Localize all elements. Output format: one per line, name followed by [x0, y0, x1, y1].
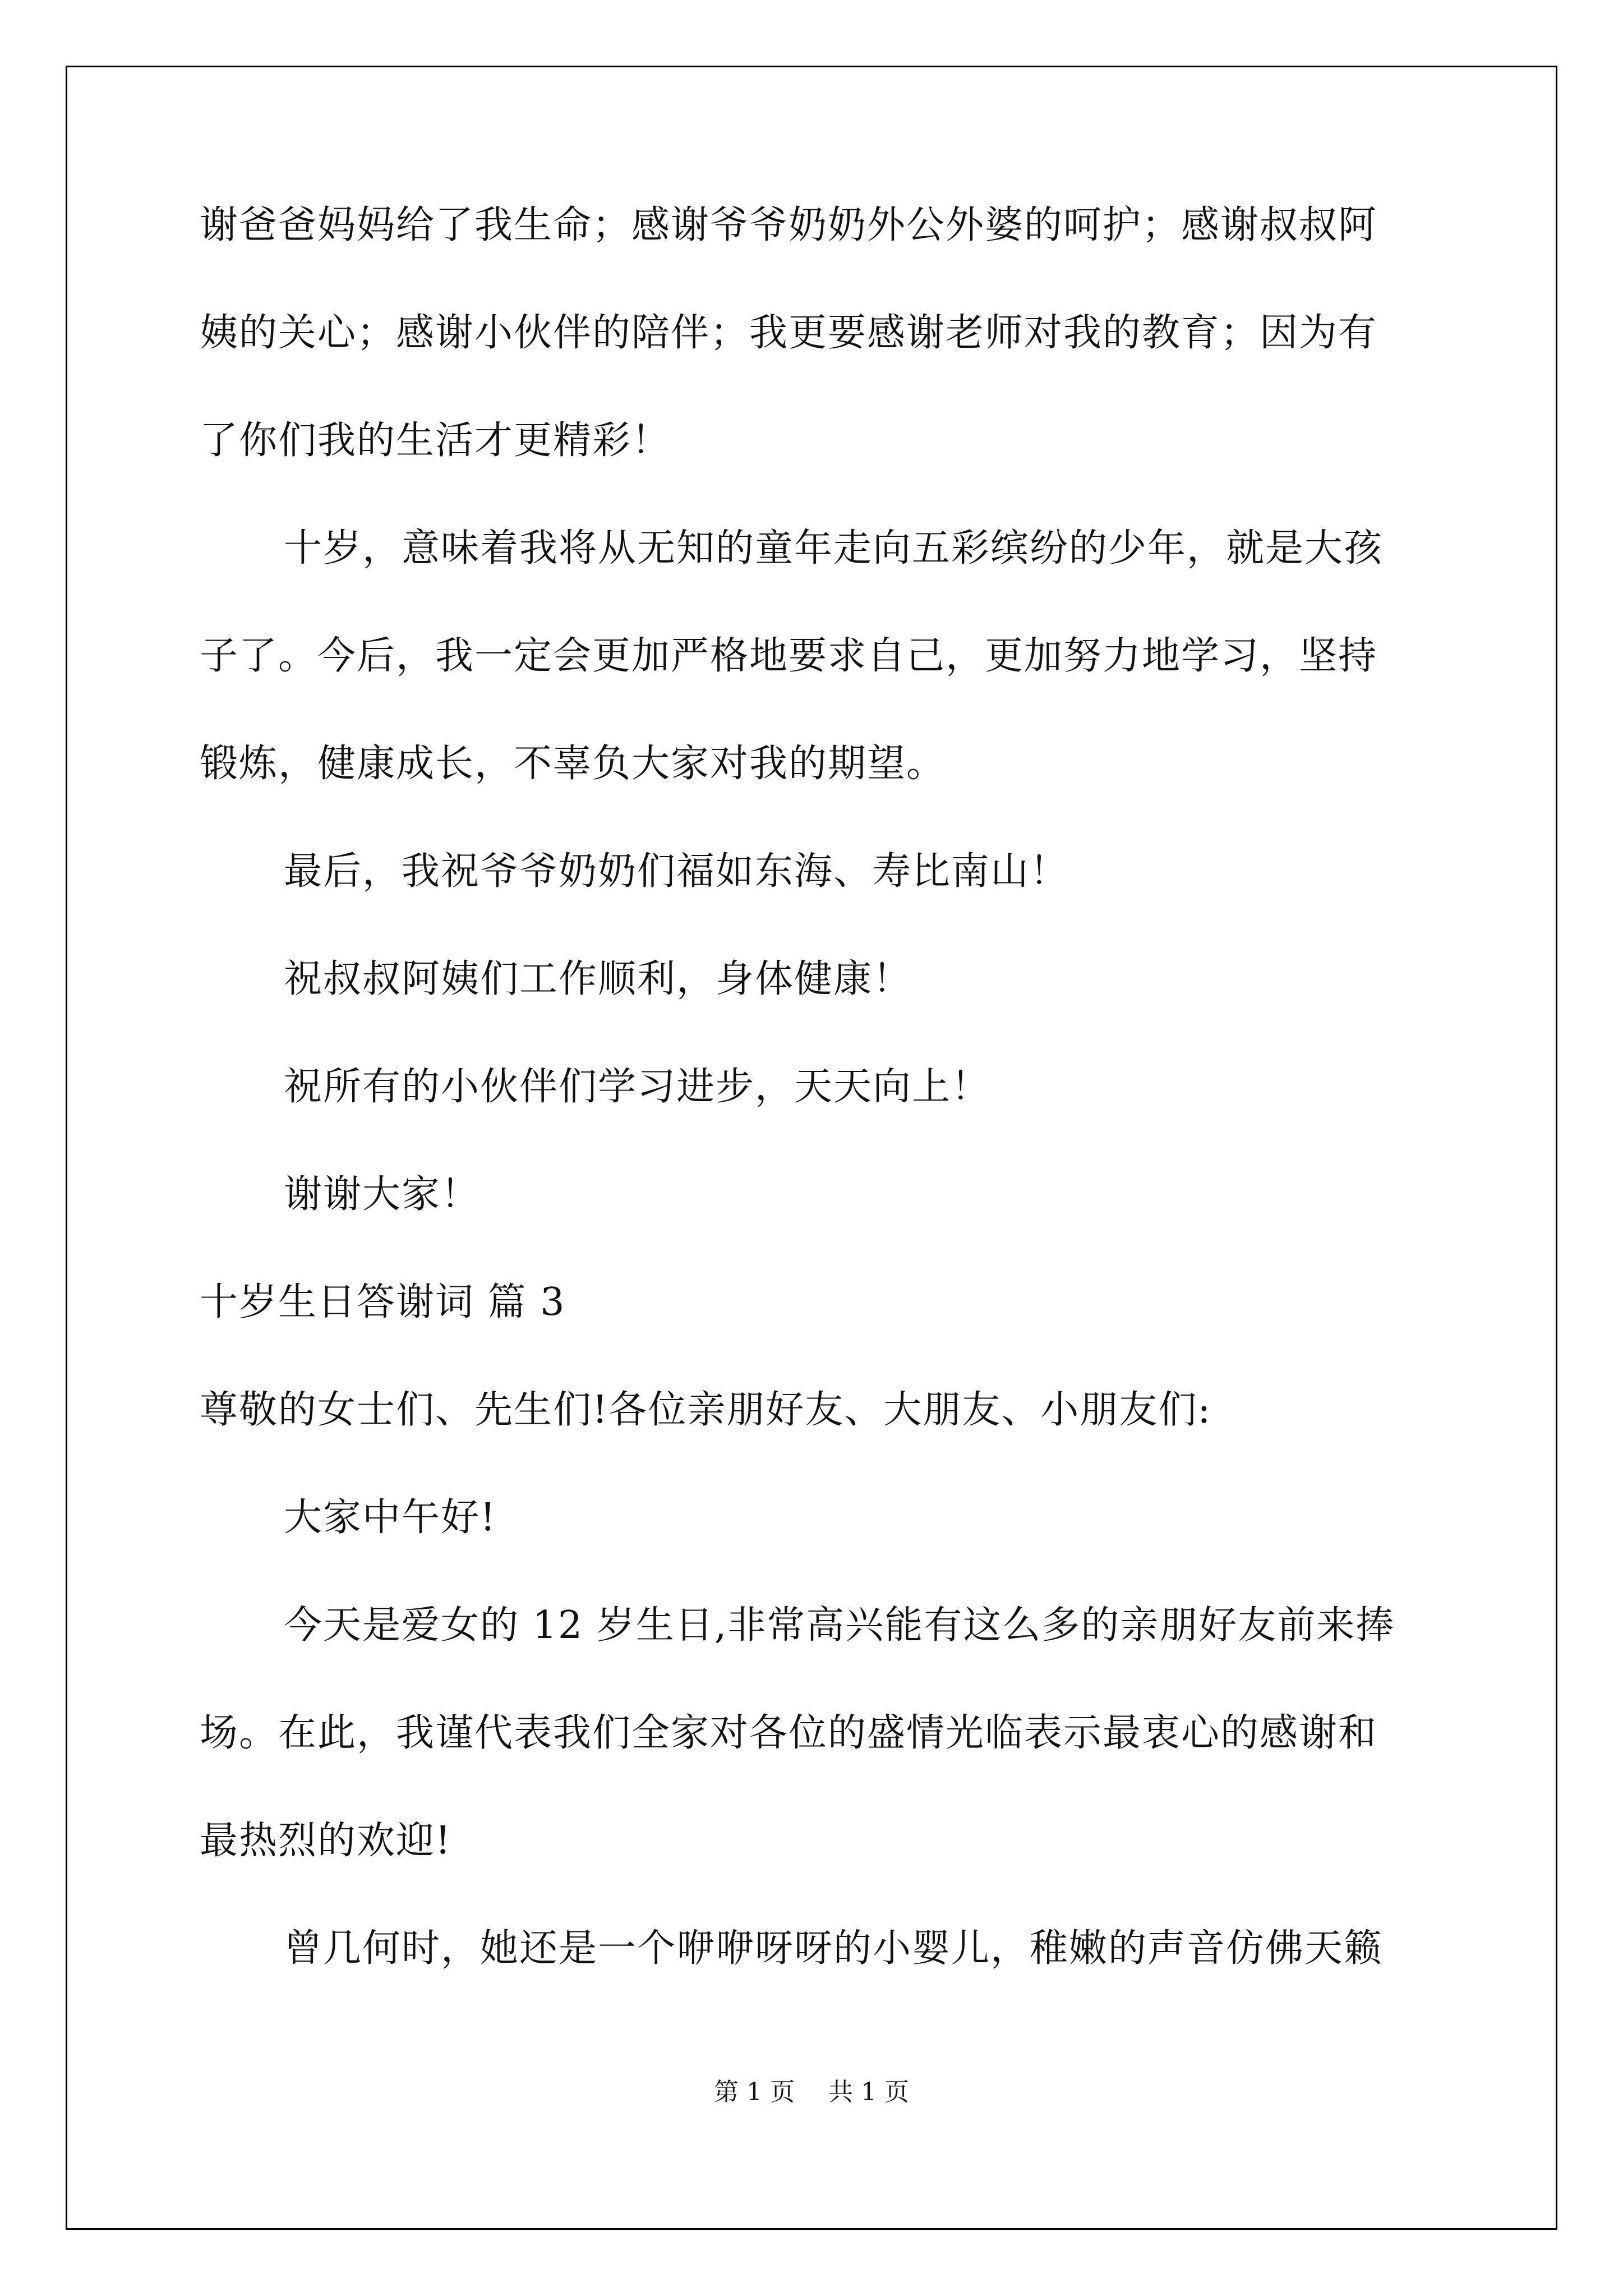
page-footer	[0, 2076, 1623, 2109]
text-line: 祝所有的小伙伴们学习进步，天天向上！	[284, 1065, 991, 1109]
text-line: 最后，我祝爷爷奶奶们福如东海、寿比南山！	[284, 849, 1069, 894]
text-line: 大家中午好!	[284, 1496, 497, 1540]
text-line: 姨的关心；感谢小伙伴的陪伴；我更要感谢老师对我的教育；因为有	[200, 311, 1378, 355]
page-total: 共 1 页	[828, 2078, 909, 2106]
text-line: 最热烈的欢迎!	[200, 1819, 452, 1863]
text-line: 子了。今后，我一定会更加严格地要求自己，更加努力地学习，坚持	[200, 634, 1378, 678]
text-line: 谢爸爸妈妈给了我生命；感谢爷爷奶奶外公外婆的呵护；感谢叔叔阿	[200, 203, 1378, 247]
text-line: 了你们我的生活才更精彩！	[200, 418, 671, 463]
page-number: 第 1 页	[714, 2078, 795, 2106]
text-line: 曾几何时，她还是一个咿咿呀呀的小婴儿，稚嫩的声音仿佛天籁	[284, 1926, 1384, 1971]
page-border	[66, 66, 1557, 2230]
text-line: 十岁，意味着我将从无知的童年走向五彩缤纷的少年，就是大孩	[284, 526, 1384, 570]
text-line: 谢谢大家！	[284, 1172, 481, 1217]
text-line: 今天是爱女的 12 岁生日,非常高兴能有这么多的亲朋好友前来捧	[284, 1603, 1395, 1648]
text-line: 场。在此，我谨代表我们全家对各位的盛情光临表示最衷心的感谢和	[200, 1711, 1378, 1755]
text-line: 尊敬的女士们、先生们!各位亲朋好友、大朋友、小朋友们:	[200, 1388, 1212, 1432]
text-line: 锻炼，健康成长，不辜负大家对我的期望。	[200, 742, 946, 786]
section-heading: 十岁生日答谢词 篇 3	[200, 1280, 566, 1324]
text-line: 祝叔叔阿姨们工作顺利，身体健康！	[284, 957, 912, 1001]
